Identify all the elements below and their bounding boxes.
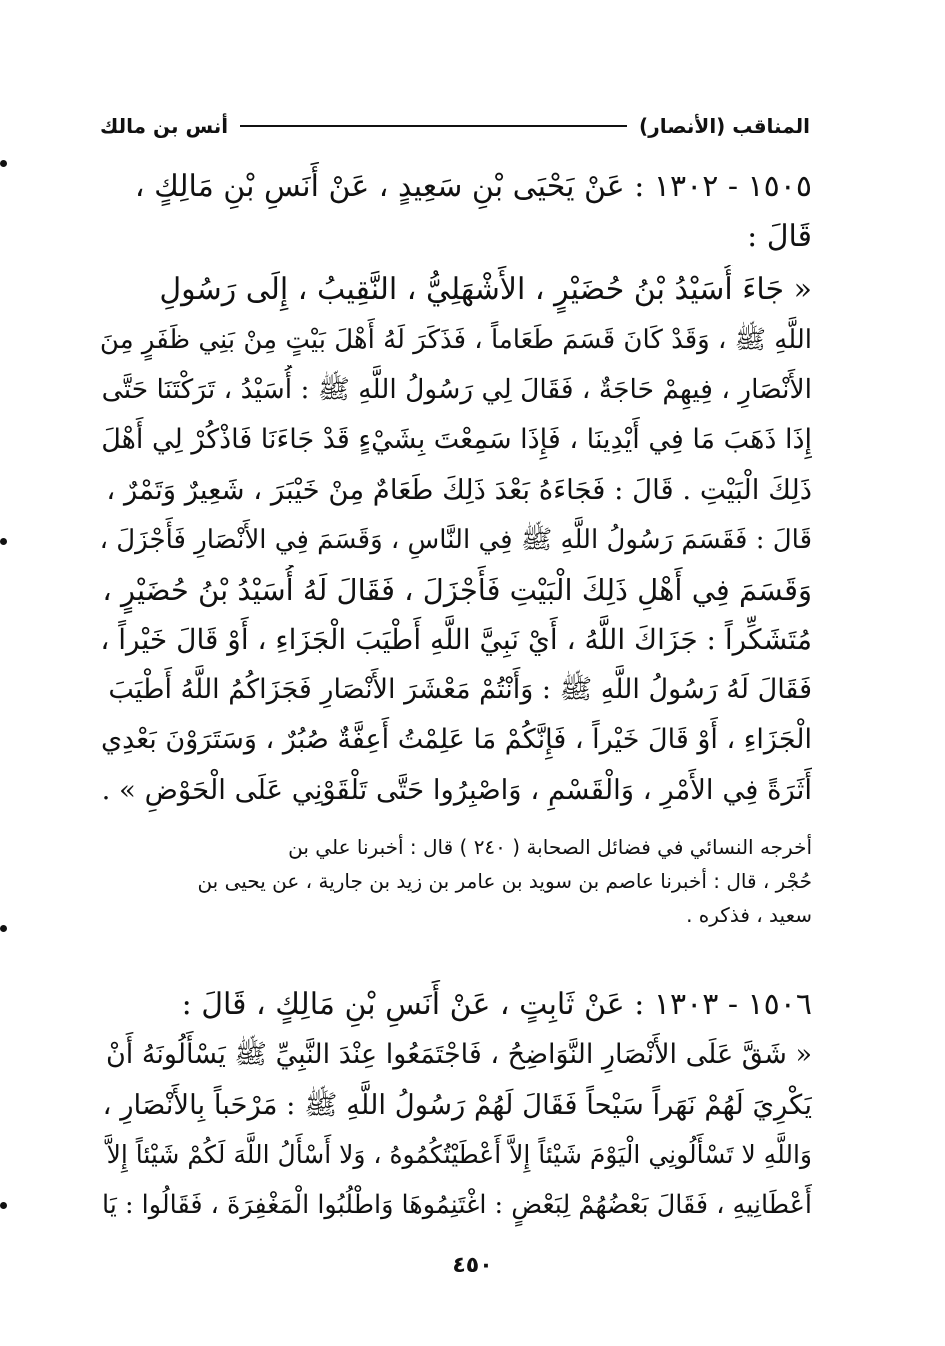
text-line: وَقَسَمَ فِي أَهْلِ ذَلِكَ الْبَيْتِ فَأَجْزَلَ ، فَقَالَ لَهُ أُسَيْدُ بْنُ حُضَيْرٍ ، (102, 573, 812, 607)
text-line: الْجَزَاءِ ، أَوْ قَالَ خَيْراً ، فَإِنَّكُمْ مَا عَلِمْتُ أَعِفَّةٌ صُبُرٌ ، وَسَتَرَوْنَ بَعْدِي (100, 724, 812, 755)
hadith-1506-matn (100, 1030, 812, 1230)
text-line: اللَّهِ ﷺ ، وَقَدْ كَانَ قَسَمَ طَعَاماً ، فَذَكَرَ لَهُ أَهْلَ بَيْتٍ مِنْ بَنِي ظَفَرٍ مِنَ (100, 325, 812, 355)
text-line: ذَلِكَ الْبَيْتِ . قَالَ : فَجَاءَهُ بَعْدَ ذَلِكَ طَعَامٌ مِنْ خَيْبَرَ ، شَعِيرٌ وَتَمْرٌ ، (106, 474, 812, 506)
text-line: أَثَرَةً فِي الأَمْرِ ، وَالْقَسْمِ ، وَاصْبِرُوا حَتَّى تَلْقَوْنِي عَلَى الْحَوْضِ » . (101, 774, 812, 806)
hadith-1506-isnad (100, 980, 812, 1030)
text-line: فَقَالَ لَهُ رَسُولُ اللَّهِ ﷺ : وَأَنْتُمْ مَعْشَرَ الأَنْصَارِ فَجَزَاكُمُ اللَّهُ أَطْيَبَ (108, 674, 812, 705)
text-line: وَاللَّهِ لا تَسْأَلُونِي الْيَوْمَ شَيْئاً إِلاَّ أَعْطَيْتُكُمُوهُ ، وَلا أَسْأَلُ اللَّهَ لَكُمْ شَيْئاً إِلاَّ (106, 1140, 812, 1169)
text-line: مُتَشَكِّراً : جَزَاكَ اللَّهُ ، أَيْ نَبِيَّ اللَّهِ أَطْيَبَ الْجَزَاءِ ، أَوْ قَالَ خَيْراً ، (100, 623, 812, 656)
scan-mark (0, 538, 7, 545)
scan-mark (0, 160, 7, 167)
text-line: « جَاءَ أُسَيْدُ بْنُ حُضَيْرٍ ، الأَشْهَلِيُّ ، النَّقِيبُ ، إِلَى رَسُولِ (159, 272, 812, 307)
text-line: الأَنْصَارِ ، فِيهِمْ حَاجَةٌ ، فَقَالَ لِي رَسُولُ اللَّهِ ﷺ : أُسَيْدُ ، تَرَكْتَنَا حَتَّى (101, 374, 812, 405)
page-number: ٤٥٠ (452, 1253, 493, 1278)
text-line: قَالَ : (747, 219, 812, 254)
running-header (100, 106, 810, 146)
header-rule (240, 125, 627, 127)
text-line: إِذَا ذَهَبَ مَا فِي أَيْدِينَا ، فَإِذَا سَمِعْتَ بِشَيْءٍ قَدْ جَاءَنَا فَاذْكُرْ لِي أَهْلَ (101, 424, 812, 455)
text-line: يَكْرِيَ لَهُمْ نَهَراً سَيْحاً فَقَالَ لَهُمْ رَسُولُ اللَّهِ ﷺ : مَرْحَباً بِالأَنْصَارِ ، (102, 1089, 812, 1121)
text-line: أخرجه النسائي في فضائل الصحابة ( ٢٤٠ ) قال : أخبرنا علي بن (288, 835, 812, 859)
section-title: المناقب (الأنصار) (639, 114, 810, 138)
scan-mark (0, 1202, 7, 1209)
text-line: حُجْر ، قال : أخبرنا عاصم بن سويد بن عامر بن زيد بن جارية ، عن يحيى بن (197, 869, 812, 893)
text-line: سعيد ، فذكره . (686, 903, 812, 927)
hadith-1505-takhrij-note (100, 830, 812, 932)
scan-mark (0, 925, 7, 932)
text-line: قَالَ : فَقَسَمَ رَسُولُ اللَّهِ ﷺ فِي النَّاسِ ، وَقَسَمَ فِي الأَنْصَارِ فَأَجْزَلَ ، (100, 525, 812, 555)
hadith-1505-matn (100, 265, 812, 815)
hadith-1505-isnad (100, 162, 812, 262)
text-line: ١٥٠٥ - ١٣٠٢ : عَنْ يَحْيَى بْنِ سَعِيدٍ ، عَنْ أَنَسِ بْنِ مَالِكٍ ، (134, 169, 812, 204)
text-line: ١٥٠٦ - ١٣٠٣ : عَنْ ثَابِتٍ ، عَنْ أَنَسِ بْنِ مَالِكٍ ، قَالَ : (181, 987, 812, 1022)
person-title: أنس بن مالك (100, 114, 229, 138)
text-line: « شَقَّ عَلَى الأَنْصَارِ النَّوَاضِحُ ، فَاجْتَمَعُوا عِنْدَ النَّبِيِّ ﷺ يَسْأَلُونَهُ أَنْ (105, 1039, 812, 1070)
text-line: أَعْطَانِيهِ ، فَقَالَ بَعْضُهُمْ لِبَعْضٍ : اغْتَنِمُوهَا وَاطْلُبُوا الْمَغْفِرَةَ ، فَقَالُوا : يَا (101, 1190, 812, 1220)
